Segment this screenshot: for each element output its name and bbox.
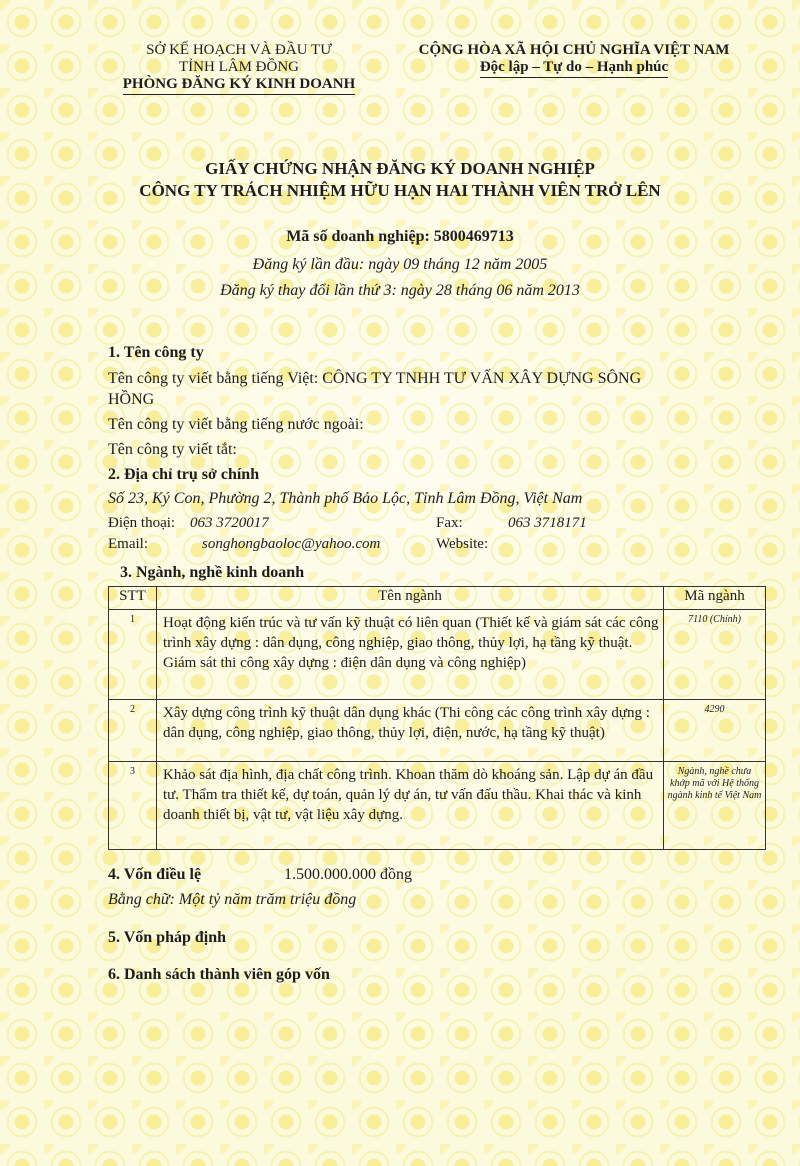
country-name: CỘNG HÒA XÃ HỘI CHỦ NGHĨA VIỆT NAM <box>418 42 730 58</box>
enterprise-code: Mã số doanh nghiệp: 5800469713 <box>286 228 514 245</box>
doc-title-line-1: GIẤY CHỨNG NHẬN ĐĂNG KÝ DOANH NGHIỆP <box>205 159 595 178</box>
email-label: Email: <box>108 536 148 552</box>
section-4-heading: 4. Vốn điều lệ <box>108 866 202 883</box>
col-header-code: Mã ngành <box>664 587 766 610</box>
doc-title-line-2: CÔNG TY TRÁCH NHIỆM HỮU HẠN HAI THÀNH VIÊN TRỞ LÊN <box>139 181 661 200</box>
company-name-vn-line-2: HỒNG <box>108 391 155 408</box>
national-motto <box>398 42 750 78</box>
fax-value: 063 3718171 <box>508 515 587 531</box>
head-office-address: Số 23, Ký Con, Phường 2, Thành phố Bảo Lộc, Tỉnh Lâm Đồng, Việt Nam <box>108 490 583 507</box>
section-2-heading: 2. Địa chỉ trụ sở chính <box>108 466 260 483</box>
email-value: songhongbaoloc@yahoo.com <box>202 536 381 552</box>
row-code: 7110 (Chính) <box>664 610 766 700</box>
company-name-foreign: Tên công ty viết bằng tiếng nước ngoài: <box>108 416 364 433</box>
col-header-name: Tên ngành <box>157 587 664 610</box>
motto: Độc lập – Tự do – Hạnh phúc <box>480 59 668 78</box>
website-label: Website: <box>436 536 489 552</box>
authority-line-1: SỞ KẾ HOẠCH VÀ ĐẦU TƯ <box>146 42 332 58</box>
row-name: Hoạt động kiến trúc và tư vấn kỹ thuật có liên quan (Thiết kế và giám sát các công trình xây dựng : dân dụng, công nghiệp, giao thông, thủy lợi, hạ tầng kỹ thuật. Giám sát thi công xây dựng : điện dân dụng và công nghiệp) <box>157 610 664 700</box>
table-row <box>109 762 766 850</box>
section-3-heading: 3. Ngành, nghề kinh doanh <box>120 564 305 581</box>
charter-capital-in-words: Bằng chữ: Một tỷ năm trăm triệu đồng <box>108 891 357 908</box>
row-stt: 3 <box>109 762 157 850</box>
row-name: Xây dựng công trình kỹ thuật dân dụng khác (Thi công các công trình xây dựng : dân dụng, công nghiệp, giao thông, thủy lợi, điện, nước, hạ tầng kỹ thuật) <box>157 700 664 762</box>
row-stt: 2 <box>109 700 157 762</box>
section-6-heading: 6. Danh sách thành viên góp vốn <box>108 966 330 983</box>
row-name: Khảo sát địa hình, địa chất công trình. Khoan thăm dò khoáng sản. Lập dự án đầu tư. Thẩm tra thiết kế, dự toán, quản lý dự án, tư vấn đấu thầu. Khai thác và kinh doanh thiết bị, vật tư, vật liệu xây dựng. <box>157 762 664 850</box>
issuing-authority <box>108 42 370 95</box>
table-row <box>109 700 766 762</box>
row-stt: 1 <box>109 610 157 700</box>
business-lines-table <box>108 586 766 850</box>
first-registration-date: Đăng ký lần đầu: ngày 09 tháng 12 năm 2005 <box>252 256 548 273</box>
row-code: 4290 <box>664 700 766 762</box>
company-name-short: Tên công ty viết tắt: <box>108 441 237 458</box>
fax-label: Fax: <box>436 515 463 531</box>
authority-line-3: PHÒNG ĐĂNG KÝ KINH DOANH <box>123 76 356 95</box>
charter-capital-amount: 1.500.000.000 đồng <box>284 866 412 883</box>
col-header-stt: STT <box>109 587 157 610</box>
company-name-vn-line-1: Tên công ty viết bằng tiếng Việt: CÔNG TY TNHH TƯ VẤN XÂY DỰNG SÔNG <box>108 370 642 387</box>
table-row <box>109 610 766 700</box>
authority-line-2: TỈNH LÂM ĐỒNG <box>179 59 299 75</box>
section-1-heading: 1. Tên công ty <box>108 344 204 361</box>
section-5-heading: 5. Vốn pháp định <box>108 929 226 946</box>
change-registration-date: Đăng ký thay đổi lần thứ 3: ngày 28 tháng 06 năm 2013 <box>220 282 580 299</box>
phone-label: Điện thoại: <box>108 515 176 531</box>
table-header-row <box>109 587 766 610</box>
phone-value: 063 3720017 <box>190 515 269 531</box>
row-code: Ngành, nghề chưa khớp mã với Hệ thống ngành kinh tế Việt Nam <box>664 762 766 850</box>
